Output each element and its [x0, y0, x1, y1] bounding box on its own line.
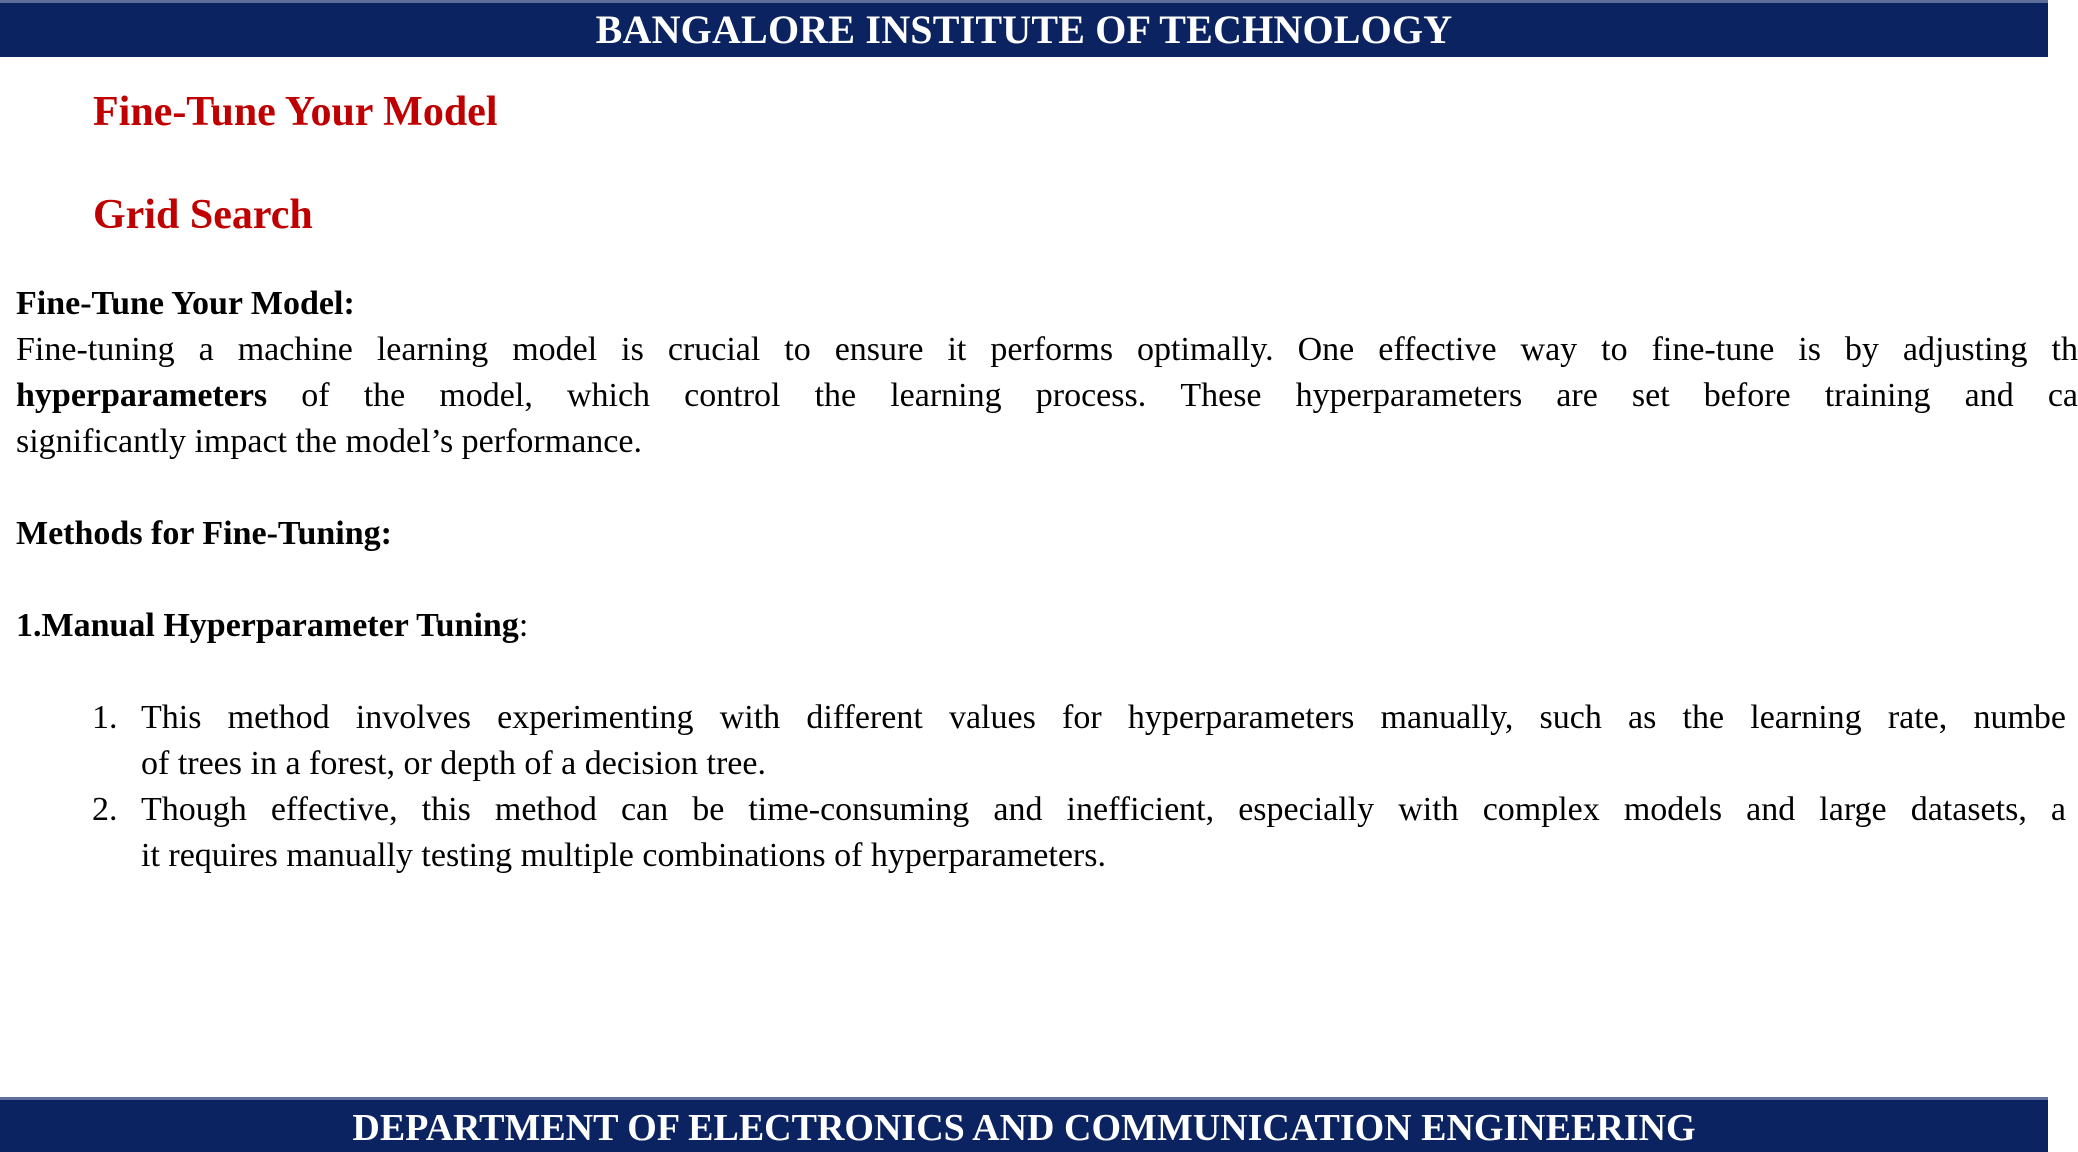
- list-item-line-2: of trees in a forest, or depth of a decision tree.: [141, 745, 766, 782]
- spacer: [16, 557, 2048, 603]
- paragraph-line-3: significantly impact the model’s performance.: [16, 423, 642, 460]
- word: method: [494, 791, 597, 828]
- word: th: [2051, 331, 2078, 368]
- word: effective,: [270, 791, 398, 828]
- method-1-title: 1.Manual Hyperparameter Tuning: [16, 607, 519, 644]
- department-title: DEPARTMENT OF ELECTRONICS AND COMMUNICATION ENGINEERING: [352, 1107, 1696, 1149]
- word: rate,: [1887, 699, 1948, 736]
- list-item: [16, 787, 2066, 879]
- word: experimenting: [497, 699, 694, 736]
- word: model,: [439, 377, 533, 414]
- word: inefficient,: [1066, 791, 1215, 828]
- word: the: [814, 377, 857, 414]
- header-bar: [0, 0, 2048, 57]
- word: a: [2050, 791, 2066, 828]
- word: effective: [1378, 331, 1497, 368]
- word: are: [1556, 377, 1598, 414]
- word: before: [1703, 377, 1791, 414]
- word: crucial: [667, 331, 761, 368]
- list-item-line-2: it requires manually testing multiple combinations of hyperparameters.: [141, 837, 1106, 874]
- word: hyperparameters: [1127, 699, 1355, 736]
- word: by: [1844, 331, 1879, 368]
- word: to: [784, 331, 811, 368]
- word: model: [512, 331, 598, 368]
- word: and: [993, 791, 1043, 828]
- word: ensure: [834, 331, 924, 368]
- word: ca: [2047, 377, 2078, 414]
- word: to: [1601, 331, 1628, 368]
- word: which: [566, 377, 651, 414]
- word: learning: [890, 377, 1002, 414]
- word: models: [1623, 791, 1723, 828]
- word: the: [363, 377, 406, 414]
- slide-content: [16, 281, 2078, 879]
- word: Fine-tuning: [16, 331, 175, 368]
- word: machine: [237, 331, 353, 368]
- word: with: [1398, 791, 1459, 828]
- section-title: Fine-Tune Your Model:: [16, 285, 355, 322]
- slide-heading-grid-search: Grid Search: [93, 192, 313, 238]
- word: is: [621, 331, 644, 368]
- word: optimally.: [1137, 331, 1274, 368]
- word: hyperparameters: [16, 377, 268, 414]
- word: different: [806, 699, 923, 736]
- word: especially: [1238, 791, 1375, 828]
- word: method: [227, 699, 330, 736]
- spacer: [16, 649, 2048, 695]
- paragraph-line-1: [16, 327, 2078, 373]
- method-1-list: [16, 695, 2066, 879]
- word: as: [1628, 699, 1657, 736]
- word: set: [1631, 377, 1670, 414]
- word: with: [719, 699, 781, 736]
- word: can: [620, 791, 669, 828]
- word: learning: [376, 331, 489, 368]
- word: training: [1824, 377, 1931, 414]
- word: for: [1062, 699, 1102, 736]
- word: datasets,: [1910, 791, 2027, 828]
- word: complex: [1482, 791, 1600, 828]
- word: of: [301, 377, 330, 414]
- word: the: [1682, 699, 1725, 736]
- word: numbe: [1973, 699, 2066, 736]
- list-item-number: 2.: [92, 791, 118, 828]
- slide-heading-fine-tune: Fine-Tune Your Model: [93, 89, 498, 135]
- paragraph-line-1-text: [16, 327, 2078, 373]
- word: values: [948, 699, 1036, 736]
- paragraph-line-2: [16, 373, 2078, 419]
- word: performs: [990, 331, 1114, 368]
- word: process.: [1035, 377, 1147, 414]
- word: such: [1539, 699, 1602, 736]
- word: a: [198, 331, 214, 368]
- word: time-consuming: [748, 791, 970, 828]
- footer-bar: [0, 1097, 2048, 1152]
- list-item-line-1: [141, 787, 2066, 833]
- word: is: [1798, 331, 1821, 368]
- word: Though: [141, 791, 247, 828]
- word: hyperparameters: [1295, 377, 1523, 414]
- list-item-line-1: [141, 695, 2066, 741]
- word: way: [1520, 331, 1578, 368]
- list-item: [16, 695, 2066, 787]
- paragraph-line-2-text: [16, 373, 2078, 419]
- methods-title: Methods for Fine-Tuning:: [16, 515, 392, 552]
- institute-title: BANGALORE INSTITUTE OF TECHNOLOGY: [595, 6, 1453, 52]
- word: These: [1180, 377, 1262, 414]
- word: manually,: [1380, 699, 1514, 736]
- word: and: [1746, 791, 1796, 828]
- word: this: [421, 791, 471, 828]
- word: learning: [1750, 699, 1862, 736]
- list-item-number: 1.: [92, 699, 118, 736]
- word: adjusting: [1902, 331, 2028, 368]
- word: control: [684, 377, 781, 414]
- word: involves: [355, 699, 471, 736]
- word: and: [1964, 377, 2014, 414]
- word: large: [1819, 791, 1887, 828]
- word: it: [947, 331, 967, 368]
- word: This: [141, 699, 202, 736]
- word: One: [1297, 331, 1355, 368]
- word: be: [692, 791, 725, 828]
- method-1-heading: [16, 603, 2048, 649]
- word: fine-tune: [1651, 331, 1775, 368]
- spacer: [16, 465, 2048, 511]
- method-1-colon: :: [518, 607, 529, 644]
